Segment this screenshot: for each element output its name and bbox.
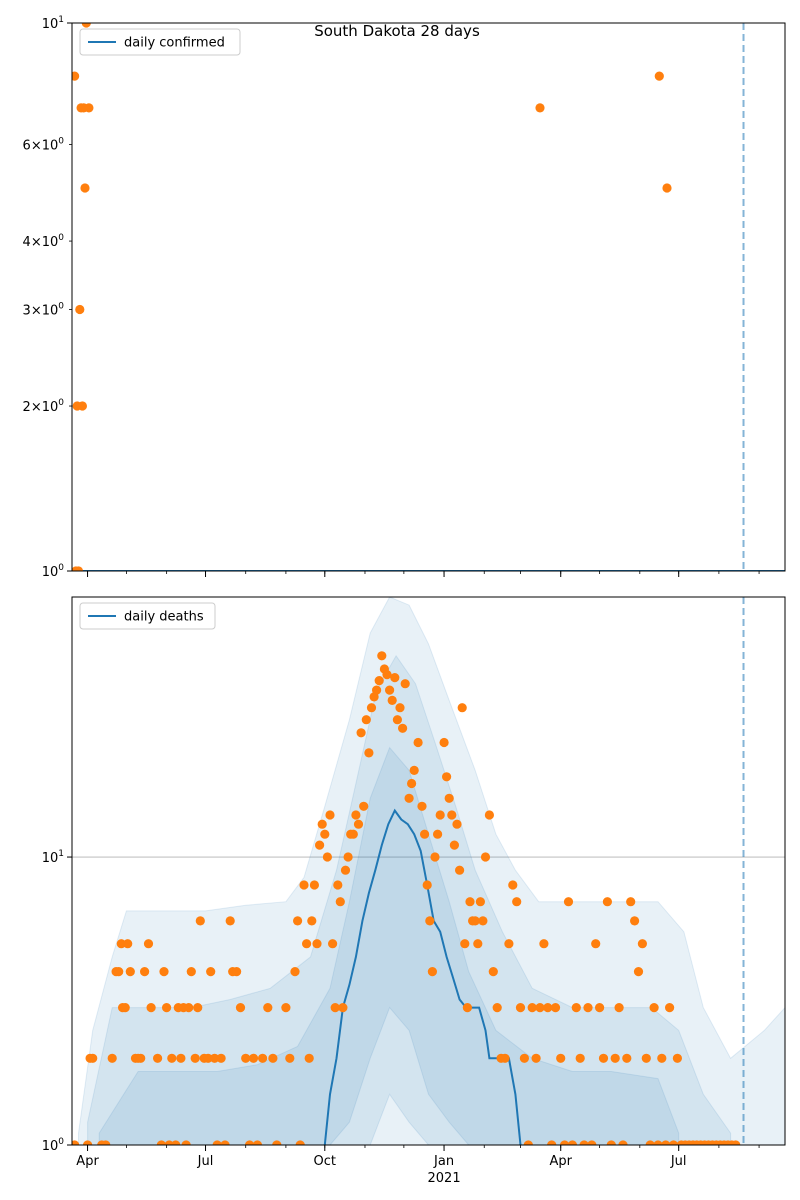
data-point (630, 916, 639, 925)
data-point (325, 810, 334, 819)
data-point (460, 939, 469, 948)
data-point (551, 1003, 560, 1012)
data-point (442, 772, 451, 781)
data-point (357, 728, 366, 737)
data-point (341, 866, 350, 875)
data-point (481, 852, 490, 861)
data-point (535, 103, 544, 112)
data-point (493, 1003, 502, 1012)
data-point (328, 939, 337, 948)
data-point (162, 1003, 171, 1012)
y-tick-label: $10^1$ (41, 849, 64, 867)
data-point (359, 802, 368, 811)
data-point (445, 794, 454, 803)
data-point (478, 916, 487, 925)
data-point (436, 810, 445, 819)
data-point (599, 1054, 608, 1063)
data-point (187, 967, 196, 976)
y-tick-label: $10^0$ (41, 1137, 64, 1154)
data-point (226, 916, 235, 925)
data-point (539, 939, 548, 948)
data-point (420, 830, 429, 839)
data-point (232, 967, 241, 976)
data-point (583, 1003, 592, 1012)
data-point (136, 1054, 145, 1063)
data-point (455, 866, 464, 875)
data-point (650, 1003, 659, 1012)
data-point (249, 1054, 258, 1063)
data-point (657, 1054, 666, 1063)
data-point (147, 1003, 156, 1012)
data-point (349, 830, 358, 839)
data-point (206, 967, 215, 976)
data-point (622, 1054, 631, 1063)
data-point (320, 830, 329, 839)
data-point (84, 103, 93, 112)
data-point (333, 880, 342, 889)
data-point (362, 715, 371, 724)
data-point (338, 1003, 347, 1012)
data-point (423, 880, 432, 889)
x-tick-label: Jul (670, 1154, 687, 1169)
data-point (642, 1054, 651, 1063)
data-point (354, 820, 363, 829)
data-point (433, 830, 442, 839)
data-point (193, 1003, 202, 1012)
data-point (603, 897, 612, 906)
data-point (500, 1054, 509, 1063)
y-minor-tick-label: $2\times 10^0$ (22, 398, 64, 416)
data-point (159, 967, 168, 976)
data-point (191, 1054, 200, 1063)
data-point (315, 841, 324, 850)
data-point (512, 897, 521, 906)
data-point (393, 715, 402, 724)
y-minor-tick-label: $4\times 10^0$ (22, 233, 64, 251)
data-point (452, 820, 461, 829)
data-point (114, 967, 123, 976)
data-point (447, 810, 456, 819)
data-point (595, 1003, 604, 1012)
data-point (196, 916, 205, 925)
data-point (395, 703, 404, 712)
data-point (126, 967, 135, 976)
data-point (302, 939, 311, 948)
y-minor-tick-label: $6\times 10^0$ (22, 136, 64, 154)
x-tick-sublabel: 2021 (427, 1171, 461, 1186)
x-tick-label: Apr (549, 1154, 572, 1169)
data-point (638, 939, 647, 948)
data-point (367, 703, 376, 712)
y-minor-tick-label: $3\times 10^0$ (22, 301, 64, 319)
data-point (572, 1003, 581, 1012)
data-point (440, 738, 449, 747)
data-point (425, 916, 434, 925)
data-point (258, 1054, 267, 1063)
data-point (417, 802, 426, 811)
data-point (405, 794, 414, 803)
data-point (372, 686, 381, 695)
data-point (323, 852, 332, 861)
data-point (263, 1003, 272, 1012)
data-point (108, 1054, 117, 1063)
data-point (516, 1003, 525, 1012)
data-point (293, 916, 302, 925)
data-point (576, 1054, 585, 1063)
legend-1 (80, 29, 240, 55)
data-point (430, 852, 439, 861)
data-point (310, 880, 319, 889)
data-point (123, 939, 132, 948)
data-point (307, 916, 316, 925)
data-point (508, 880, 517, 889)
data-point (485, 810, 494, 819)
data-point (364, 748, 373, 757)
data-point (268, 1054, 277, 1063)
legend-label: daily deaths (124, 609, 204, 625)
data-point (375, 676, 384, 685)
data-point (626, 897, 635, 906)
data-point (88, 1054, 97, 1063)
data-point (167, 1054, 176, 1063)
data-point (407, 779, 416, 788)
data-point (532, 1054, 541, 1063)
data-point (591, 939, 600, 948)
data-point (673, 1054, 682, 1063)
data-point (80, 183, 89, 192)
data-point (450, 841, 459, 850)
data-point (351, 810, 360, 819)
data-point (388, 696, 397, 705)
data-point (385, 686, 394, 695)
y-tick-label: $10^1$ (41, 15, 64, 32)
data-point (344, 852, 353, 861)
x-tick-label: Jul (197, 1154, 214, 1169)
data-point (520, 1054, 529, 1063)
data-point (75, 305, 84, 314)
data-point (121, 1003, 130, 1012)
data-point (184, 1003, 193, 1012)
data-point (140, 967, 149, 976)
legend-label: daily confirmed (124, 35, 225, 51)
data-point (473, 939, 482, 948)
data-point (312, 939, 321, 948)
data-point (390, 673, 399, 682)
data-point (176, 1054, 185, 1063)
data-point (428, 967, 437, 976)
data-point (489, 967, 498, 976)
data-point (398, 724, 407, 733)
data-point (305, 1054, 314, 1063)
data-point (504, 939, 513, 948)
data-point (634, 967, 643, 976)
data-point (236, 1003, 245, 1012)
chart-title: South Dakota 28 days (314, 22, 480, 40)
data-point (78, 401, 87, 410)
data-point (556, 1054, 565, 1063)
data-point (662, 183, 671, 192)
data-point (564, 897, 573, 906)
data-point (299, 880, 308, 889)
data-point (144, 939, 153, 948)
data-point (463, 1003, 472, 1012)
data-point (401, 679, 410, 688)
data-point (655, 72, 664, 81)
data-point (153, 1054, 162, 1063)
data-point (217, 1054, 226, 1063)
data-point (285, 1054, 294, 1063)
data-point (290, 967, 299, 976)
y-tick-label: $10^0$ (41, 563, 64, 580)
data-point (281, 1003, 290, 1012)
data-point (665, 1003, 674, 1012)
data-point (611, 1054, 620, 1063)
x-tick-label: Apr (76, 1154, 99, 1169)
data-point (465, 897, 474, 906)
data-point (458, 703, 467, 712)
data-point (414, 738, 423, 747)
data-point (476, 897, 485, 906)
data-point (410, 766, 419, 775)
data-point (318, 820, 327, 829)
x-tick-label: Jan (434, 1154, 455, 1169)
data-point (615, 1003, 624, 1012)
data-point (377, 651, 386, 660)
data-point (336, 897, 345, 906)
legend-2 (80, 603, 215, 629)
x-tick-label: Oct (313, 1154, 337, 1169)
